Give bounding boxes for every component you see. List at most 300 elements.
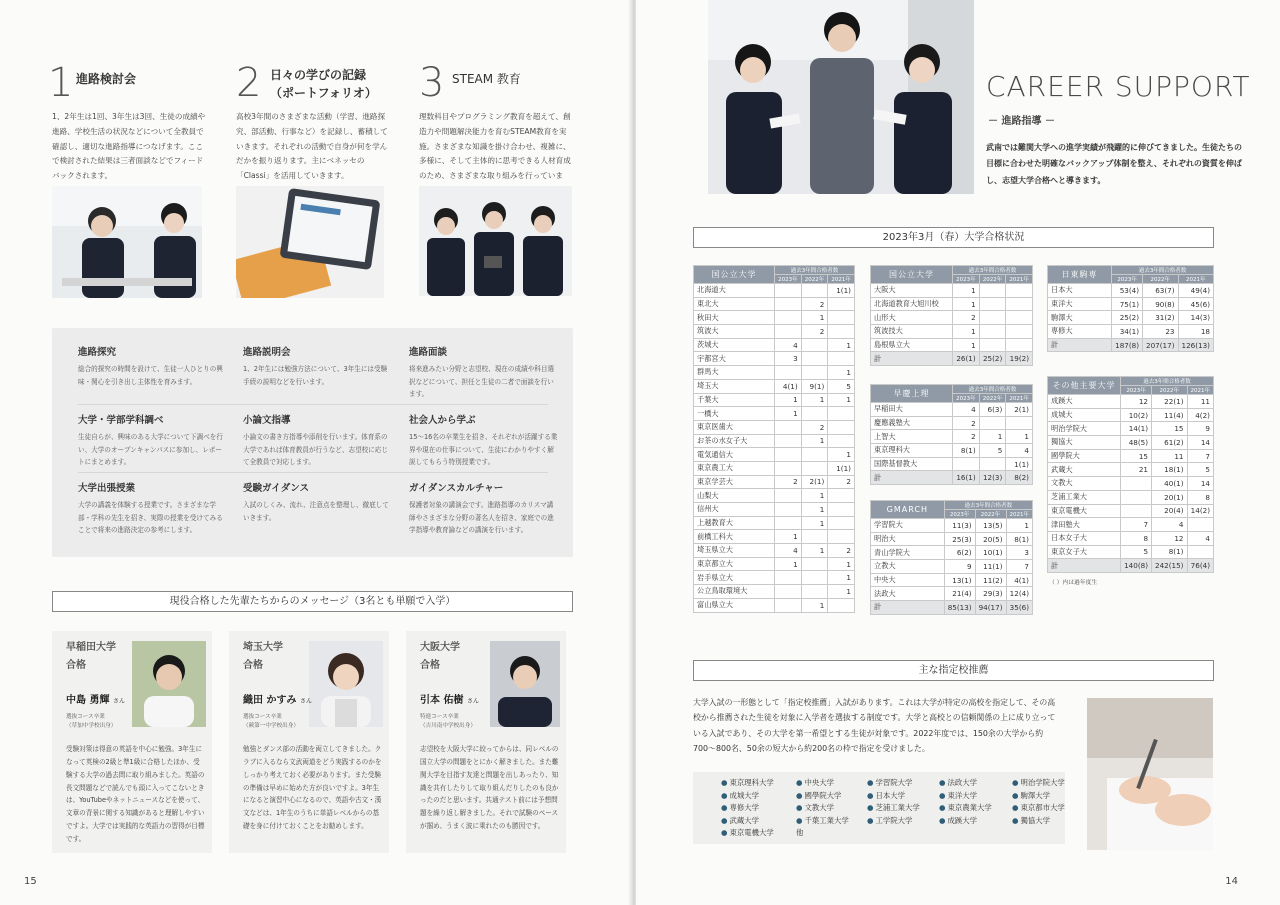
recommend-item: ● 成城大学 bbox=[721, 790, 760, 800]
bullet-icon: ● bbox=[796, 815, 803, 825]
table-cell-count bbox=[775, 311, 802, 325]
table-cell-count: 45(6) bbox=[1178, 297, 1213, 311]
table-cell-count: 15 bbox=[1121, 449, 1152, 463]
table-total-cell: 35(6) bbox=[1006, 601, 1033, 615]
table-cell-count: 2 bbox=[953, 416, 980, 430]
table-cell-count bbox=[775, 571, 802, 585]
results-table bbox=[1047, 265, 1214, 352]
table-row bbox=[694, 516, 855, 530]
table-cell-count bbox=[775, 598, 802, 612]
photo-meeting bbox=[52, 186, 202, 298]
table-year: 2021年 bbox=[1187, 386, 1214, 395]
table-year: 2023年 bbox=[1112, 275, 1143, 284]
table-cell-university: 獨協大 bbox=[1048, 436, 1121, 450]
recommend-item: ● 東京理科大学 bbox=[721, 778, 774, 787]
bullet-icon: ● bbox=[721, 828, 728, 837]
table-cell-count bbox=[775, 297, 802, 311]
table-cell-count: 12 bbox=[1152, 531, 1187, 545]
table-cell-count: 12 bbox=[1121, 395, 1152, 409]
table-past-label: 過去3年間合格者数 bbox=[953, 266, 1033, 275]
table-row bbox=[1048, 422, 1214, 436]
table-cell-university: 茨城大 bbox=[694, 338, 775, 352]
table-total-row bbox=[871, 352, 1033, 366]
table-cell-count: 1 bbox=[1006, 430, 1033, 444]
table-row bbox=[871, 444, 1033, 458]
table-cell-university: 東京医歯大 bbox=[694, 420, 775, 434]
program-item: 小論文指導 小論文の書き方指導や添削を行います。体育系の大学であれば体育教員が行うなど、志望校に応じて全教員で対応します。 bbox=[243, 415, 389, 467]
table-cell-university: 津田塾大 bbox=[1048, 518, 1121, 532]
table-cell-count: 1 bbox=[828, 393, 855, 407]
table-cell-count: 1(1) bbox=[828, 284, 855, 298]
table-total-cell: 76(4) bbox=[1187, 559, 1214, 573]
table-category: その他主要大学 bbox=[1048, 377, 1121, 395]
table-total-cell: 12(3) bbox=[979, 471, 1006, 485]
table-cell-university: 公立鳥取環境大 bbox=[694, 585, 775, 599]
recommend-item: ● 東京農業大学 bbox=[939, 803, 992, 812]
table-row bbox=[1048, 284, 1214, 298]
bullet-icon: ● bbox=[867, 790, 874, 800]
table-cell-count: 7 bbox=[1006, 560, 1033, 574]
table-cell-university: 信州大 bbox=[694, 503, 775, 517]
recommend-item: ● 東京電機大学 bbox=[721, 828, 774, 837]
table-row bbox=[694, 325, 855, 339]
table-cell-count: 21 bbox=[1121, 463, 1152, 477]
photo-writing bbox=[1087, 698, 1213, 850]
table-cell-count bbox=[775, 434, 802, 448]
table-cell-count bbox=[979, 325, 1006, 339]
table-total-cell: 26(1) bbox=[953, 352, 980, 366]
table-cell-count bbox=[979, 457, 1006, 471]
table-row bbox=[1048, 311, 1214, 325]
table-row bbox=[871, 403, 1033, 417]
senior-university: 早稲田大学 合格 bbox=[66, 642, 116, 671]
table-total-cell: 19(2) bbox=[1006, 352, 1033, 366]
photo-steam bbox=[419, 186, 572, 296]
table-cell-count: 8(1) bbox=[953, 444, 980, 458]
table-cell-count: 1 bbox=[801, 598, 828, 612]
table-cell-count: 1 bbox=[775, 557, 802, 571]
senior-university: 埼玉大学 合格 bbox=[243, 642, 283, 671]
table-cell-count bbox=[1121, 490, 1152, 504]
table-cell-count bbox=[828, 489, 855, 503]
table-cell-count: 11 bbox=[1187, 395, 1214, 409]
career-support-subtitle: － 進路指導 － bbox=[988, 116, 1055, 127]
recommend-item: ● 文教大学 bbox=[796, 803, 835, 812]
table-row bbox=[694, 420, 855, 434]
table-row bbox=[694, 489, 855, 503]
table-cell-count: 14(3) bbox=[1178, 311, 1213, 325]
item-number-2: 2 bbox=[236, 60, 262, 106]
table-cell-university: 早稲田大 bbox=[871, 403, 953, 417]
recommend-item: ● 中央大学 bbox=[796, 778, 835, 787]
table-cell-count: 4 bbox=[1187, 531, 1214, 545]
table-cell-count bbox=[1006, 325, 1033, 339]
table-cell-university: 武蔵大 bbox=[1048, 463, 1121, 477]
recommend-item: ● 工学院大学 bbox=[867, 815, 913, 825]
table-category: 国公立大学 bbox=[694, 266, 775, 284]
table-cell-count bbox=[775, 284, 802, 298]
table-cell-count bbox=[828, 311, 855, 325]
table-cell-count: 1(1) bbox=[828, 461, 855, 475]
table-cell-university: 東洋大 bbox=[1048, 297, 1112, 311]
table-total-row bbox=[1048, 559, 1214, 573]
right-page bbox=[636, 0, 1280, 905]
table-cell-university: 成蹊大 bbox=[1048, 395, 1121, 409]
table-row bbox=[694, 393, 855, 407]
table-cell-count: 1 bbox=[953, 297, 980, 311]
table-row bbox=[694, 598, 855, 612]
table-cell-university: 立教大 bbox=[871, 560, 945, 574]
table-row bbox=[871, 338, 1033, 352]
table-cell-count: 13(5) bbox=[975, 519, 1006, 533]
table-cell-count: 18 bbox=[1178, 325, 1213, 339]
table-cell-university: 国際基督教大 bbox=[871, 457, 953, 471]
bullet-icon: ● bbox=[867, 815, 874, 825]
table-cell-count: 7 bbox=[1187, 449, 1214, 463]
table-cell-university: 埼玉大 bbox=[694, 379, 775, 393]
table-total-cell: 計 bbox=[871, 601, 945, 615]
table-cell-count bbox=[775, 420, 802, 434]
page-number-right: 14 bbox=[1225, 876, 1238, 887]
table-cell-count bbox=[979, 311, 1006, 325]
bullet-icon: ● bbox=[1012, 790, 1019, 800]
table-row bbox=[694, 461, 855, 475]
table-row bbox=[1048, 395, 1214, 409]
senior-message: 志望校を大阪大学に絞ってからは、同レベルの国立大学の問題をとにかく解きました。また難関大学を目指す友達と問題を出しあったり、知識を共有したりして取り組んだりしたのも良かったのだと思います。共通テスト前には予想問題を繰り返し解きました。それで試験のペースが掴め、うまく波に乗れたのも勝因です。 bbox=[420, 745, 559, 831]
senior-course: 特進コース卒業 （吉川南中学校出身） bbox=[420, 714, 476, 729]
table-row bbox=[694, 503, 855, 517]
bullet-icon: ● bbox=[939, 803, 946, 812]
table-cell-count: 1 bbox=[953, 338, 980, 352]
table-cell-university: 青山学院大 bbox=[871, 546, 945, 560]
senior-university: 大阪大学 合格 bbox=[420, 642, 460, 671]
table-cell-count: 4(1) bbox=[775, 379, 802, 393]
table-cell-count bbox=[801, 530, 828, 544]
table-cell-count: 4 bbox=[775, 544, 802, 558]
results-table bbox=[1047, 376, 1214, 573]
table-total-cell: 207(17) bbox=[1143, 338, 1178, 352]
table-cell-count: 63(7) bbox=[1143, 284, 1178, 298]
table-cell-count: 48(5) bbox=[1121, 436, 1152, 450]
program-item: 進路説明会 1、2年生には勉強方法について、3年生には受験手続の説明などを行います。 bbox=[243, 347, 388, 386]
table-cell-count bbox=[801, 557, 828, 571]
table-past-label: 過去3年間合格者数 bbox=[944, 501, 1032, 510]
programs-box bbox=[52, 328, 573, 557]
item-body-3: 理数科目やプログラミング教育を超えて、創造力や問題解決能力を育むSTEAM教育を実施。さまざまな知識を掛け合わせ、複雑に、多様に、そして主体的に思考できる人材育成のため、さまざまな取り組みを行っていま bbox=[419, 112, 571, 181]
table-row bbox=[871, 519, 1033, 533]
table-total-cell: 242(15) bbox=[1152, 559, 1187, 573]
senior-message: 受験対策は得意の英語を中心に勉強。3年生になって英検の2級と準1級に合格したほか、受験する大学の過去問に取り組みました。英語の長文問題などで読んでも頭に入ってこないときは、YouTubeやネットニュースなどを使って、文章の背景に関する知識があると理解しやすいですよ。大学では実践的な英語力の習得が目標です。 bbox=[66, 745, 205, 843]
table-cell-count: 2 bbox=[828, 475, 855, 489]
table-cell-count: 1 bbox=[828, 557, 855, 571]
table-row bbox=[871, 325, 1033, 339]
table-cell-university: 大阪大 bbox=[871, 284, 953, 298]
table-cell-count: 49(4) bbox=[1178, 284, 1213, 298]
table-cell-count: 14(2) bbox=[1187, 504, 1214, 518]
bullet-icon: ● bbox=[939, 790, 946, 800]
table-cell-university: 千葉大 bbox=[694, 393, 775, 407]
table-cell-count: 14(1) bbox=[1121, 422, 1152, 436]
table-row bbox=[1048, 545, 1214, 559]
table-cell-count: 1 bbox=[828, 585, 855, 599]
table-cell-count: 8 bbox=[1121, 531, 1152, 545]
table-cell-count bbox=[1187, 518, 1214, 532]
bullet-icon: ● bbox=[939, 815, 946, 825]
table-cell-count: 8(1) bbox=[1152, 545, 1187, 559]
table-row bbox=[694, 585, 855, 599]
table-cell-count: 1 bbox=[828, 448, 855, 462]
table-row bbox=[1048, 477, 1214, 491]
recommend-item: ● 成蹊大学 bbox=[939, 815, 978, 825]
recommend-item: ● 専修大学 bbox=[721, 803, 760, 812]
program-item: 受験ガイダンス 入試のしくみ、流れ、注意点を整理し、徹底していきます。 bbox=[243, 483, 389, 522]
table-year: 2023年 bbox=[953, 394, 980, 403]
table-row bbox=[871, 430, 1033, 444]
remark: （ ）内は過年度生 bbox=[1049, 580, 1098, 586]
bullet-icon: ● bbox=[939, 778, 946, 787]
table-cell-count: 40(1) bbox=[1152, 477, 1187, 491]
program-item: 進路探究 総合的探究の時間を設けて、生徒一人ひとりの興味・関心を引き出し主体性を育みます。 bbox=[78, 347, 223, 386]
table-year: 2021年 bbox=[1178, 275, 1213, 284]
table-cell-university: 筑波技大 bbox=[871, 325, 953, 339]
table-cell-count bbox=[1006, 311, 1033, 325]
item-title-3: STEAM 教育 bbox=[452, 72, 521, 86]
table-cell-count: 15 bbox=[1152, 422, 1187, 436]
recommend-item: ● 駒澤大学 bbox=[1012, 790, 1051, 800]
table-cell-university: 山梨大 bbox=[694, 489, 775, 503]
table-cell-count: 1(1) bbox=[1006, 457, 1033, 471]
table-category: 国公立大学 bbox=[871, 266, 953, 284]
table-cell-count bbox=[828, 325, 855, 339]
item-body-2: 高校3年間のさまざまな活動（学習、進路探究、部活動、行事など）を記録し、蓄積していきます。それぞれの活動で自身が何を学んだかを振り返ります。主にベネッセの「Classi」を活用していきます。 bbox=[236, 112, 388, 181]
table-cell-count: 2 bbox=[775, 475, 802, 489]
senior-card-2 bbox=[229, 631, 389, 853]
table-cell-count: 9(1) bbox=[801, 379, 828, 393]
table-cell-count bbox=[801, 571, 828, 585]
table-category: GMARCH bbox=[871, 501, 945, 519]
table-cell-university: お茶の水女子大 bbox=[694, 434, 775, 448]
senior-message: 勉強とダンス部の活動を両立してきました。クラブに入るなら文武両道をどう実践するのかをしっかり考えておく必要があります。また受験の準備は早めに始めた方が良いですよ。3年生になると演習中心になるので、英語や古文・漢文などは、1年生のうちに単語レベルからの基礎を身に付けておくことをお勧めします。 bbox=[243, 745, 382, 831]
table-cell-university: 上智大 bbox=[871, 430, 953, 444]
table-cell-count: 2(1) bbox=[801, 475, 828, 489]
table-cell-count bbox=[828, 407, 855, 421]
table-past-label: 過去3年間合格者数 bbox=[1112, 266, 1214, 275]
left-page bbox=[0, 0, 632, 905]
item-number-3: 3 bbox=[419, 60, 445, 106]
table-row bbox=[871, 416, 1033, 430]
table-cell-count: 1 bbox=[979, 430, 1006, 444]
recommend-item: ● 日本大学 bbox=[867, 790, 906, 800]
table-cell-count: 9 bbox=[1187, 422, 1214, 436]
table-year: 2021年 bbox=[1006, 510, 1033, 519]
bullet-icon: ● bbox=[1012, 815, 1019, 825]
table-total-cell: 85(13) bbox=[944, 601, 975, 615]
senior-photo bbox=[132, 641, 206, 727]
table-cell-university: 慶應義塾大 bbox=[871, 416, 953, 430]
table-cell-count bbox=[1121, 504, 1152, 518]
table-cell-count bbox=[1006, 416, 1033, 430]
table-year: 2021年 bbox=[1006, 394, 1033, 403]
table-cell-university: 中央大 bbox=[871, 573, 945, 587]
table-cell-count: 11(2) bbox=[975, 573, 1006, 587]
bullet-icon: ● bbox=[721, 815, 728, 825]
table-cell-count: 10(1) bbox=[975, 546, 1006, 560]
table-row bbox=[694, 434, 855, 448]
bullet-icon: ● bbox=[796, 803, 803, 812]
table-cell-count: 29(3) bbox=[975, 587, 1006, 601]
table-cell-university: 東京理科大 bbox=[871, 444, 953, 458]
table-cell-count: 2 bbox=[828, 544, 855, 558]
table-cell-count: 10(2) bbox=[1121, 408, 1152, 422]
table-cell-university: 岩手県立大 bbox=[694, 571, 775, 585]
table-cell-count: 11(4) bbox=[1152, 408, 1187, 422]
table-cell-count bbox=[775, 585, 802, 599]
table-cell-count: 6(3) bbox=[979, 403, 1006, 417]
table-cell-university: 埼玉県立大 bbox=[694, 544, 775, 558]
table-row bbox=[1048, 436, 1214, 450]
table-row bbox=[694, 311, 855, 325]
table-cell-count: 20(5) bbox=[975, 532, 1006, 546]
recommend-item: ● 千葉工業大学 bbox=[796, 815, 849, 825]
table-cell-count: 1 bbox=[801, 434, 828, 448]
table-cell-count: 14 bbox=[1187, 436, 1214, 450]
recommend-item: ● 國學院大学 bbox=[796, 790, 842, 800]
table-cell-count bbox=[801, 448, 828, 462]
recommend-item: ● 芝浦工業大学 bbox=[867, 803, 920, 812]
senior-course: 選抜コース卒業 （草加中学校出身） bbox=[66, 714, 117, 729]
table-cell-count: 2 bbox=[801, 297, 828, 311]
recommend-item: ● 明治学院大学 bbox=[1012, 778, 1065, 787]
senior-course: 選抜コース卒業 （蕨第一中学校出身） bbox=[243, 714, 299, 729]
table-row bbox=[1048, 449, 1214, 463]
table-row bbox=[871, 587, 1033, 601]
table-cell-count bbox=[828, 434, 855, 448]
table-row bbox=[871, 546, 1033, 560]
table-cell-count bbox=[775, 516, 802, 530]
table-cell-count: 5 bbox=[1121, 545, 1152, 559]
table-cell-count: 22(1) bbox=[1152, 395, 1187, 409]
table-row bbox=[1048, 490, 1214, 504]
table-cell-university: 東京学芸大 bbox=[694, 475, 775, 489]
senior-name: 織田 かすみ さん bbox=[243, 695, 312, 706]
table-cell-count: 7 bbox=[1121, 518, 1152, 532]
table-cell-university: 文教大 bbox=[1048, 477, 1121, 491]
table-cell-count: 4 bbox=[1006, 444, 1033, 458]
table-cell-university: 成城大 bbox=[1048, 408, 1121, 422]
bullet-icon: ● bbox=[867, 803, 874, 812]
table-row bbox=[694, 448, 855, 462]
table-cell-university: 東京女子大 bbox=[1048, 545, 1121, 559]
table-cell-count bbox=[828, 516, 855, 530]
table-past-label: 過去3年間合格者数 bbox=[775, 266, 855, 275]
table-cell-count: 61(2) bbox=[1152, 436, 1187, 450]
table-cell-count bbox=[775, 489, 802, 503]
table-cell-count: 1 bbox=[801, 489, 828, 503]
table-cell-count: 11(3) bbox=[944, 519, 975, 533]
senior-photo bbox=[490, 641, 560, 727]
photo-students bbox=[708, 0, 974, 194]
table-cell-count bbox=[801, 352, 828, 366]
table-cell-count bbox=[775, 461, 802, 475]
table-row bbox=[694, 284, 855, 298]
page-number-left: 15 bbox=[24, 876, 37, 887]
table-cell-count: 1 bbox=[801, 503, 828, 517]
table-total-cell: 126(13) bbox=[1178, 338, 1213, 352]
table-cell-count bbox=[801, 407, 828, 421]
table-row bbox=[1048, 463, 1214, 477]
bullet-icon: ● bbox=[1012, 778, 1019, 787]
table-cell-university: 秋田大 bbox=[694, 311, 775, 325]
table-category: 早慶上理 bbox=[871, 385, 953, 403]
table-cell-university: 北海道大 bbox=[694, 284, 775, 298]
program-item: 社会人から学ぶ 15～16名の卒業生を招き、それぞれが活躍する業界や現在の仕事について、生徒にわかりやすく解説してもらう特別授業です。 bbox=[409, 415, 558, 467]
recommend-list bbox=[693, 772, 1065, 844]
table-cell-university: 上越教育大 bbox=[694, 516, 775, 530]
table-row bbox=[694, 557, 855, 571]
table-year: 2022年 bbox=[801, 275, 828, 284]
table-cell-count: 34(1) bbox=[1112, 325, 1143, 339]
photo-tablet bbox=[236, 186, 384, 298]
table-cell-count bbox=[801, 461, 828, 475]
item-title-1: 進路検討会 bbox=[76, 72, 137, 86]
table-cell-count bbox=[775, 366, 802, 380]
table-total-cell: 94(17) bbox=[975, 601, 1006, 615]
table-cell-count: 20(4) bbox=[1152, 504, 1187, 518]
table-cell-university: 明治大 bbox=[871, 532, 945, 546]
table-row bbox=[871, 284, 1033, 298]
table-cell-count bbox=[801, 585, 828, 599]
table-cell-count: 23 bbox=[1143, 325, 1178, 339]
table-cell-count bbox=[775, 448, 802, 462]
recommend-text: 大学入試の一形態として「指定校推薦」入試があります。これは大学が特定の高校を指定して、その高校から推薦された生徒を対象に入学者を選抜する制度です。大学と高校との信頼関係の上に成り立っている入試であり、その大学を第一希望とする生徒が対象です。2022年度では、150余の大学から約700～800名、50余の短大から約200名の枠で指定を受けました。 bbox=[693, 698, 1056, 754]
table-cell-university: 群馬大 bbox=[694, 366, 775, 380]
table-cell-university: 國學院大 bbox=[1048, 449, 1121, 463]
table-cell-count: 18(1) bbox=[1152, 463, 1187, 477]
bullet-icon: ● bbox=[796, 778, 803, 787]
table-cell-count bbox=[1006, 297, 1033, 311]
senior-name: 引本 佑樹 さん bbox=[420, 695, 479, 706]
table-cell-count bbox=[1121, 477, 1152, 491]
item-body-1: 1、2年生は1回、3年生は3回、生徒の成績や進路、学校生活の状況などについて全教員で確認し、適切な進路指導につなげます。ここで検討された結果は三者面談などでフィードバックされます。 bbox=[52, 112, 206, 181]
table-year: 2022年 bbox=[975, 510, 1006, 519]
recommend-item: ● 東京都市大学 bbox=[1012, 803, 1065, 812]
table-year: 2022年 bbox=[1152, 386, 1187, 395]
table-row bbox=[694, 407, 855, 421]
table-total-cell: 計 bbox=[1048, 559, 1121, 573]
table-year: 2021年 bbox=[828, 275, 855, 284]
table-cell-university: 芝浦工業大 bbox=[1048, 490, 1121, 504]
table-cell-count: 4(1) bbox=[1006, 573, 1033, 587]
table-cell-count: 1 bbox=[828, 571, 855, 585]
table-cell-count: 5 bbox=[979, 444, 1006, 458]
bullet-icon: ● bbox=[721, 803, 728, 812]
table-cell-count bbox=[828, 598, 855, 612]
table-total-cell: 187(8) bbox=[1112, 338, 1143, 352]
table-cell-university: 日本大 bbox=[1048, 284, 1112, 298]
table-total-cell: 140(8) bbox=[1121, 559, 1152, 573]
table-cell-count: 25(3) bbox=[944, 532, 975, 546]
table-cell-count: 6(2) bbox=[944, 546, 975, 560]
table-row bbox=[1048, 325, 1214, 339]
table-row bbox=[1048, 518, 1214, 532]
program-item: 大学・学部学科調べ 生徒自らが、興味のある大学について下調べを行い、大学のオープンキャンパスに参加し、レポートにまとめます。 bbox=[78, 415, 223, 467]
table-row bbox=[871, 297, 1033, 311]
table-cell-count bbox=[979, 284, 1006, 298]
table-cell-count bbox=[1187, 545, 1214, 559]
table-cell-count: 8 bbox=[1187, 490, 1214, 504]
bullet-icon: ● bbox=[721, 790, 728, 800]
table-cell-count bbox=[1006, 338, 1033, 352]
